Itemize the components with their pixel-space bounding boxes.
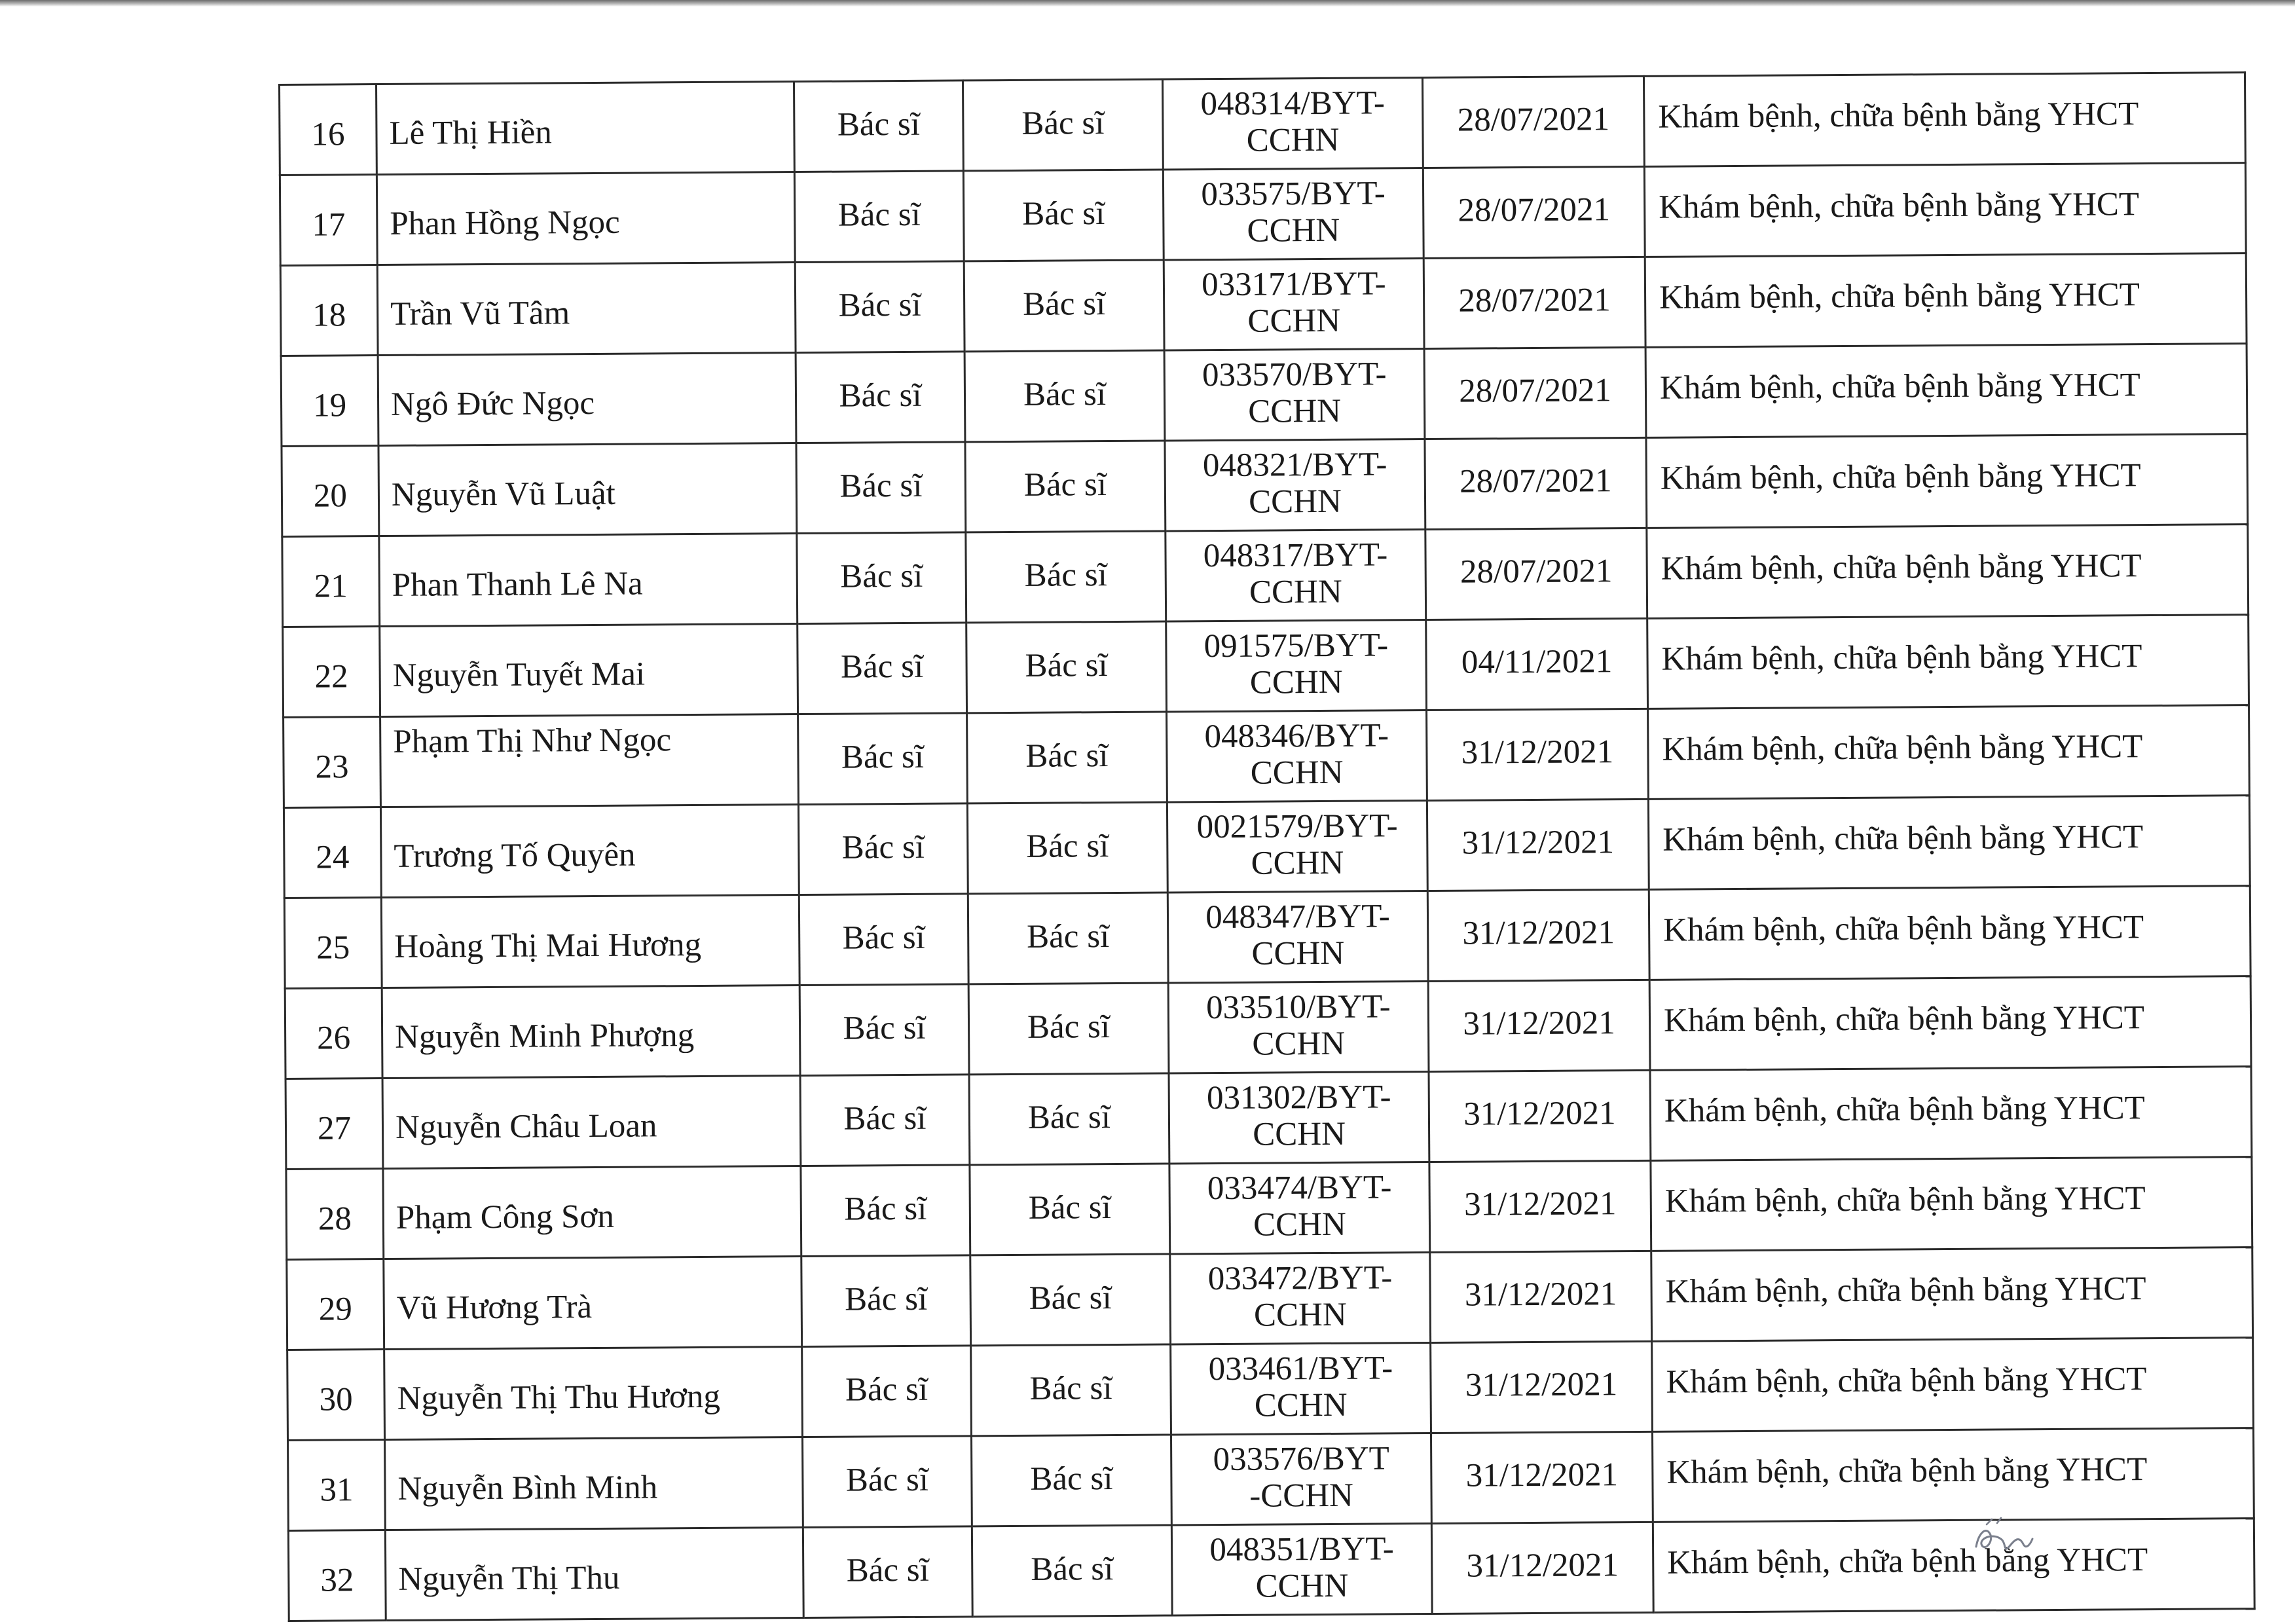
position-cell: Bác sĩ [794, 81, 963, 172]
table-row [286, 1157, 2252, 1260]
certificate-number-line2: CCHN [1248, 392, 1342, 430]
position-cell: Bác sĩ [796, 442, 966, 534]
certificate-number-line1: 048347/BYT- [1205, 897, 1390, 936]
certificate-number-line1: 048351/BYT- [1209, 1530, 1394, 1568]
certificate-number-line1: 048321/BYT- [1202, 445, 1387, 484]
practice-scope-cell: Khám bệnh, chữa bệnh bằng YHCT [1652, 1338, 2254, 1432]
certificate-number-line2: CCHN [1249, 573, 1342, 611]
name-cell: Phạm Công Sơn [383, 1166, 801, 1259]
title-cell: Bác sĩ [965, 441, 1166, 532]
title-cell: Bác sĩ [971, 1344, 1171, 1436]
row-number-cell: 16 [280, 84, 377, 175]
certificate-number-cell [1171, 1433, 1431, 1524]
certificate-number-line1: 031302/BYT- [1206, 1078, 1391, 1116]
name-cell: Phan Thanh Lê Na [379, 534, 798, 627]
issue-date-cell: 31/12/2021 [1429, 1160, 1651, 1252]
title-cell: Bác sĩ [970, 1254, 1171, 1346]
certificate-number-line1: 048314/BYT- [1200, 84, 1386, 122]
title-cell: Bác sĩ [964, 260, 1164, 352]
certificate-number-line2: CCHN [1253, 1206, 1346, 1244]
table-row [287, 1247, 2253, 1350]
certificate-number-line2: CCHN [1249, 663, 1343, 701]
name-cell: Nguyễn Bình Minh [385, 1437, 803, 1530]
row-number-cell: 27 [285, 1079, 383, 1170]
certificate-number-line2: CCHN [1251, 934, 1345, 972]
certificate-number-cell [1165, 439, 1425, 531]
table-row [288, 1519, 2254, 1621]
position-cell: Bác sĩ [801, 1255, 971, 1347]
position-cell: Bác sĩ [801, 1165, 970, 1257]
certificate-number-cell [1169, 1071, 1429, 1163]
certificate-number-line1: 033461/BYT- [1208, 1349, 1393, 1388]
table-row [285, 1067, 2252, 1170]
row-number-cell: 28 [286, 1169, 384, 1260]
row-number-cell: 31 [288, 1440, 386, 1531]
title-cell: Bác sĩ [963, 79, 1163, 171]
row-number-cell: 19 [281, 356, 378, 447]
certificate-number-cell [1169, 1162, 1430, 1253]
practice-scope-cell: Khám bệnh, chữa bệnh bằng YHCT [1648, 796, 2250, 890]
issue-date-cell: 31/12/2021 [1427, 709, 1649, 800]
certificate-number-cell [1166, 620, 1427, 712]
position-cell: Bác sĩ [803, 1436, 972, 1528]
certificate-number-cell [1166, 530, 1426, 621]
name-cell: Trương Tố Quyên [380, 805, 799, 898]
certificate-number-line1: 033171/BYT- [1202, 265, 1386, 303]
issue-date-cell: 31/12/2021 [1431, 1522, 1653, 1614]
certificate-number-line2: CCHN [1253, 1115, 1346, 1153]
certificate-number-line2: CCHN [1255, 1567, 1349, 1605]
practice-scope-cell: Khám bệnh, chữa bệnh bằng YHCT [1650, 1067, 2252, 1161]
issue-date-cell: 28/07/2021 [1422, 76, 1644, 168]
title-cell: Bác sĩ [972, 1525, 1172, 1617]
certificate-number-line1: 0021579/BYT- [1196, 807, 1398, 845]
certificate-number-line1: 048317/BYT- [1203, 536, 1388, 574]
staff-table-body [280, 73, 2255, 1621]
certificate-number-line2: CCHN [1249, 483, 1342, 521]
row-number-cell: 26 [285, 988, 382, 1079]
position-cell: Bác sĩ [802, 1346, 972, 1437]
issue-date-cell: 31/12/2021 [1428, 980, 1650, 1071]
name-cell: Nguyễn Minh Phượng [382, 986, 800, 1079]
row-number-cell: 23 [284, 717, 381, 808]
certificate-number-line1: 033576/BYT [1213, 1439, 1389, 1478]
position-cell: Bác sĩ [800, 1075, 970, 1166]
issue-date-cell: 31/12/2021 [1429, 1070, 1651, 1162]
position-cell: Bác sĩ [799, 984, 969, 1076]
position-cell: Bác sĩ [803, 1526, 972, 1618]
title-cell: Bác sĩ [968, 893, 1168, 984]
position-cell: Bác sĩ [796, 352, 965, 443]
name-cell: Lê Thị Hiền [376, 82, 795, 175]
title-cell: Bác sĩ [968, 983, 1169, 1075]
practice-scope-cell: Khám bệnh, chữa bệnh bằng YHCT [1652, 1428, 2254, 1522]
practice-scope-cell: Khám bệnh, chữa bệnh bằng YHCT [1649, 886, 2250, 980]
practice-scope-cell: Khám bệnh, chữa bệnh bằng YHCT [1643, 73, 2245, 167]
certificate-number-line2: -CCHN [1249, 1477, 1354, 1515]
title-cell: Bác sĩ [971, 1435, 1171, 1526]
table-row [287, 1338, 2254, 1441]
row-number-cell: 18 [280, 265, 378, 356]
staff-table-wrapper [278, 71, 2254, 1622]
certificate-number-line1: 033510/BYT- [1205, 987, 1391, 1026]
practice-scope-cell: Khám bệnh, chữa bệnh bằng YHCT [1653, 1519, 2254, 1613]
title-cell: Bác sĩ [966, 621, 1167, 713]
practice-scope-cell: Khám bệnh, chữa bệnh bằng YHCT [1647, 615, 2249, 709]
issue-date-cell: 31/12/2021 [1427, 799, 1649, 891]
row-number-cell: 25 [284, 898, 382, 989]
name-cell: Trần Vũ Tâm [377, 263, 796, 356]
certificate-number-line2: CCHN [1246, 121, 1340, 159]
practice-scope-cell: Khám bệnh, chữa bệnh bằng YHCT [1645, 344, 2247, 438]
name-cell: Phạm Thị Như Ngọc [380, 714, 799, 807]
table-row [288, 1428, 2254, 1531]
title-cell: Bác sĩ [963, 170, 1164, 261]
practice-scope-cell: Khám bệnh, chữa bệnh bằng YHCT [1644, 163, 2246, 257]
row-number-cell: 17 [280, 175, 377, 266]
table-row [284, 886, 2250, 989]
table-row [283, 615, 2249, 718]
certificate-number-cell [1170, 1252, 1431, 1344]
practice-scope-cell: Khám bệnh, chữa bệnh bằng YHCT [1648, 705, 2250, 800]
certificate-number-line2: CCHN [1251, 844, 1344, 882]
name-cell: Ngô Đức Ngọc [378, 353, 796, 446]
issue-date-cell: 31/12/2021 [1430, 1251, 1652, 1342]
table-row [281, 344, 2247, 447]
certificate-number-line2: CCHN [1253, 1296, 1347, 1334]
issue-date-cell: 31/12/2021 [1431, 1341, 1653, 1433]
practice-scope-cell: Khám bệnh, chữa bệnh bằng YHCT [1651, 1247, 2253, 1342]
certificate-number-line2: CCHN [1250, 754, 1344, 792]
issue-date-cell: 31/12/2021 [1427, 889, 1649, 981]
title-cell: Bác sĩ [964, 350, 1165, 442]
name-cell: Nguyễn Thị Thu [385, 1528, 803, 1621]
table-row [282, 525, 2249, 627]
issue-date-cell: 28/07/2021 [1424, 347, 1646, 439]
table-row [280, 253, 2247, 356]
certificate-number-line1: 091575/BYT- [1203, 626, 1389, 665]
practice-scope-cell: Khám bệnh, chữa bệnh bằng YHCT [1649, 976, 2251, 1071]
certificate-number-line1: 033575/BYT- [1201, 174, 1386, 213]
certificate-number-line2: CCHN [1252, 1025, 1346, 1063]
certificate-number-cell [1167, 800, 1427, 892]
table-row [282, 434, 2248, 537]
practice-scope-cell: Khám bệnh, chữa bệnh bằng YHCT [1647, 525, 2249, 619]
position-cell: Bác sĩ [798, 623, 967, 714]
certificate-number-cell [1162, 78, 1423, 170]
certificate-number-cell [1167, 710, 1427, 802]
position-cell: Bác sĩ [797, 532, 966, 624]
issue-date-cell: 04/11/2021 [1426, 618, 1648, 710]
position-cell: Bác sĩ [798, 713, 968, 805]
name-cell: Vũ Hương Trà [384, 1257, 802, 1350]
row-number-cell: 32 [288, 1530, 386, 1621]
name-cell: Hoàng Thị Mai Hương [381, 895, 799, 988]
row-number-cell: 24 [284, 807, 381, 898]
certificate-number-line1: 033570/BYT- [1202, 355, 1387, 394]
table-row [280, 163, 2246, 266]
certificate-number-cell [1164, 259, 1424, 350]
table-row [284, 705, 2250, 808]
handwritten-initials [1964, 1506, 2043, 1565]
name-cell: Nguyễn Vũ Luật [378, 443, 797, 536]
table-row [284, 796, 2250, 898]
certificate-number-line2: CCHN [1247, 212, 1340, 249]
row-number-cell: 20 [282, 446, 379, 537]
title-cell: Bác sĩ [967, 802, 1167, 894]
title-cell: Bác sĩ [967, 712, 1167, 803]
certificate-number-line1: 033472/BYT- [1207, 1259, 1393, 1297]
certificate-number-cell [1168, 981, 1429, 1073]
issue-date-cell: 28/07/2021 [1423, 166, 1645, 258]
certificate-number-line2: CCHN [1254, 1386, 1348, 1424]
row-number-cell: 30 [287, 1350, 385, 1441]
position-cell: Bác sĩ [794, 171, 964, 263]
certificate-number-cell [1163, 168, 1423, 260]
practice-scope-cell: Khám bệnh, chữa bệnh bằng YHCT [1651, 1157, 2252, 1251]
row-number-cell: 21 [282, 536, 380, 627]
issue-date-cell: 31/12/2021 [1431, 1431, 1653, 1523]
issue-date-cell: 28/07/2021 [1425, 437, 1647, 529]
position-cell: Bác sĩ [795, 261, 964, 353]
certificate-number-line1: 048346/BYT- [1204, 716, 1389, 755]
scan-top-edge [0, 0, 2295, 7]
title-cell: Bác sĩ [970, 1164, 1170, 1255]
certificate-number-cell [1167, 891, 1428, 982]
title-cell: Bác sĩ [969, 1073, 1169, 1165]
certificate-number-cell [1171, 1523, 1432, 1615]
row-number-cell: 29 [287, 1259, 384, 1350]
table-row [285, 976, 2251, 1079]
issue-date-cell: 28/07/2021 [1425, 528, 1647, 619]
staff-table [278, 71, 2256, 1622]
practice-scope-cell: Khám bệnh, chữa bệnh bằng YHCT [1646, 434, 2248, 528]
certificate-number-cell [1164, 349, 1425, 441]
name-cell: Phan Hồng Ngọc [376, 172, 795, 265]
name-cell: Nguyễn Tuyết Mai [380, 624, 798, 717]
title-cell: Bác sĩ [966, 531, 1166, 623]
issue-date-cell: 28/07/2021 [1423, 257, 1645, 348]
certificate-number-line1: 033474/BYT- [1207, 1168, 1392, 1207]
position-cell: Bác sĩ [799, 894, 968, 986]
practice-scope-cell: Khám bệnh, chữa bệnh bằng YHCT [1645, 253, 2247, 348]
certificate-number-line2: CCHN [1247, 302, 1341, 340]
position-cell: Bác sĩ [798, 803, 968, 895]
name-cell: Nguyễn Thị Thu Hương [384, 1347, 803, 1440]
row-number-cell: 22 [283, 627, 380, 718]
certificate-number-cell [1171, 1342, 1431, 1434]
table-row [280, 73, 2246, 175]
name-cell: Nguyễn Châu Loan [382, 1076, 801, 1169]
